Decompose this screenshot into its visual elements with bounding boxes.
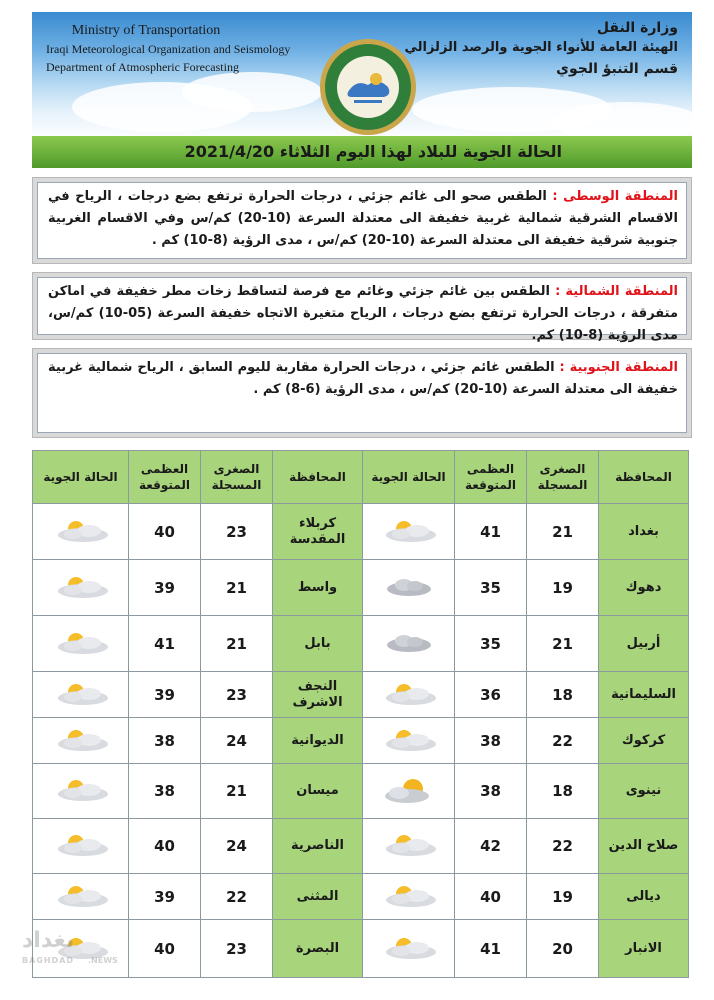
max-temp-cell: 42 bbox=[455, 819, 527, 874]
max-temp-cell: 41 bbox=[455, 920, 527, 978]
partly-cloudy-icon bbox=[51, 629, 111, 659]
header-max-expected: العظمى المتوقعة bbox=[129, 451, 201, 504]
governorate-cell: الانبار bbox=[599, 920, 689, 978]
department-ar: قسم التنبؤ الجوي bbox=[556, 61, 678, 77]
condition-cell bbox=[33, 560, 129, 616]
governorate-cell: صلاح الدين bbox=[599, 819, 689, 874]
max-temp-cell: 40 bbox=[129, 819, 201, 874]
partly-cloudy-icon bbox=[51, 726, 111, 756]
min-temp-cell: 22 bbox=[527, 819, 599, 874]
region-south-text bbox=[38, 354, 686, 401]
governorate-cell: البصرة bbox=[273, 920, 363, 978]
governorate-cell: دهوك bbox=[599, 560, 689, 616]
max-temp-cell: 39 bbox=[129, 560, 201, 616]
table-row bbox=[33, 504, 689, 560]
region-central-label: المنطقة الوسطى : bbox=[552, 189, 678, 204]
watermark-suffix: .NEWS bbox=[88, 956, 118, 965]
min-temp-cell: 18 bbox=[527, 672, 599, 718]
max-temp-cell: 40 bbox=[129, 504, 201, 560]
max-temp-cell: 36 bbox=[455, 672, 527, 718]
min-temp-cell: 19 bbox=[527, 874, 599, 920]
header-governorate: المحافظة bbox=[599, 451, 689, 504]
governorate-cell: النجف الاشرف bbox=[273, 672, 363, 718]
condition-cell bbox=[363, 819, 455, 874]
header-english bbox=[46, 22, 290, 76]
header-min-recorded: الصغرى المسجلة bbox=[201, 451, 273, 504]
partly-cloudy-icon bbox=[51, 831, 111, 861]
max-temp-cell: 38 bbox=[455, 764, 527, 819]
condition-cell bbox=[33, 504, 129, 560]
table-row bbox=[33, 874, 689, 920]
max-temp-cell: 38 bbox=[455, 718, 527, 764]
region-north-text bbox=[38, 278, 686, 347]
organization-logo-icon bbox=[318, 37, 418, 137]
region-central-body: الطقس صحو الى غائم جزئي ، درجات الحرارة ترتفع بضع درجات ، الرياح في الاقسام الشرقية شمالية غربية خفيفة الى معتدلة السرعة (10-20) كم/س وفي الاقسام الغربية جنوبية شرقية خفيفة الى معتدلة السرعة (10-20) كم/س ، مدى الرؤية (8-10) كم . bbox=[48, 189, 678, 248]
condition-cell bbox=[363, 560, 455, 616]
watermark-city: BAGHDAD bbox=[22, 956, 75, 965]
organization-en: Iraqi Meteorological Organization and Seismology bbox=[46, 42, 291, 56]
table-row bbox=[33, 560, 689, 616]
table-row bbox=[33, 616, 689, 672]
condition-cell bbox=[33, 819, 129, 874]
region-central-box bbox=[32, 177, 692, 264]
news-watermark bbox=[22, 928, 132, 972]
header-max-expected: العظمى المتوقعة bbox=[455, 451, 527, 504]
min-temp-cell: 21 bbox=[527, 616, 599, 672]
governorate-cell: بغداد bbox=[599, 504, 689, 560]
cloudy-icon bbox=[379, 573, 439, 603]
min-temp-cell: 21 bbox=[527, 504, 599, 560]
table-row bbox=[33, 764, 689, 819]
condition-cell bbox=[363, 874, 455, 920]
min-temp-cell: 21 bbox=[201, 560, 273, 616]
department-en: Department of Atmospheric Forecasting bbox=[46, 60, 239, 74]
region-central-text bbox=[38, 183, 686, 252]
governorate-cell: نينوى bbox=[599, 764, 689, 819]
condition-cell bbox=[33, 672, 129, 718]
min-temp-cell: 23 bbox=[201, 672, 273, 718]
partly-cloudy-icon bbox=[51, 517, 111, 547]
region-south-body: الطقس غائم جزئي ، درجات الحرارة مقاربة لليوم السابق ، الرياح شمالية غربية خفيفة الى معتدلة السرعة (10-20) كم/س ، مدى الرؤية (6-8) كم . bbox=[48, 360, 678, 397]
region-south-box bbox=[32, 348, 692, 438]
min-temp-cell: 24 bbox=[201, 718, 273, 764]
condition-cell bbox=[363, 920, 455, 978]
governorate-cell: الناصرية bbox=[273, 819, 363, 874]
governorate-cell: بابل bbox=[273, 616, 363, 672]
partly-cloudy-icon bbox=[51, 680, 111, 710]
min-temp-cell: 19 bbox=[527, 560, 599, 616]
condition-cell bbox=[33, 874, 129, 920]
partly-cloudy-icon bbox=[51, 882, 111, 912]
region-south-label: المنطقة الجنوبية : bbox=[559, 360, 678, 375]
region-north-body: الطقس بين غائم جزئي وغائم مع فرصة لتساقط زخات مطر خفيفة في اماكن متفرقة ، درجات الحرارة ترتفع بضع درجات ، الرياح متغيرة الاتجاه خفيفة السرعة (05-10) كم/س، مدى الرؤية (8-10) كم. bbox=[48, 284, 678, 343]
max-temp-cell: 40 bbox=[129, 920, 201, 978]
max-temp-cell: 39 bbox=[129, 672, 201, 718]
min-temp-cell: 22 bbox=[527, 718, 599, 764]
organization-ar: الهيئة العامة للأنواء الجوية والرصد الزلزالي bbox=[404, 40, 678, 55]
partly-cloudy-icon bbox=[379, 680, 439, 710]
region-north-box bbox=[32, 272, 692, 343]
governorate-cell: ديالى bbox=[599, 874, 689, 920]
watermark-brand: ىغداد bbox=[22, 928, 75, 953]
ministry-ar: وزارة النقل bbox=[596, 20, 678, 36]
partly-cloudy-icon bbox=[379, 831, 439, 861]
min-temp-cell: 22 bbox=[201, 874, 273, 920]
temperature-table bbox=[32, 450, 689, 978]
max-temp-cell: 40 bbox=[455, 874, 527, 920]
header-condition: الحالة الجوية bbox=[363, 451, 455, 504]
bulletin-title: الحالة الجوية للبلاد لهذا اليوم الثلاثاء 2021/4/20 bbox=[184, 142, 562, 161]
max-temp-cell: 38 bbox=[129, 718, 201, 764]
condition-cell bbox=[363, 764, 455, 819]
condition-cell bbox=[33, 764, 129, 819]
partly-cloudy-icon bbox=[51, 776, 111, 806]
condition-cell bbox=[363, 718, 455, 764]
partly-cloudy-icon bbox=[379, 882, 439, 912]
max-temp-cell: 39 bbox=[129, 874, 201, 920]
header-arabic bbox=[404, 18, 678, 80]
partly-cloudy-icon bbox=[379, 726, 439, 756]
table-row bbox=[33, 718, 689, 764]
table-header-row bbox=[33, 451, 689, 504]
governorate-cell: الديوانية bbox=[273, 718, 363, 764]
min-temp-cell: 24 bbox=[201, 819, 273, 874]
bulletin-title-bar bbox=[32, 136, 692, 168]
header-governorate: المحافظة bbox=[273, 451, 363, 504]
governorate-cell: ميسان bbox=[273, 764, 363, 819]
max-temp-cell: 41 bbox=[129, 616, 201, 672]
sun-behind-cloud-icon bbox=[379, 776, 439, 806]
max-temp-cell: 35 bbox=[455, 560, 527, 616]
governorate-cell: أربيل bbox=[599, 616, 689, 672]
governorate-cell: كربلاء المقدسة bbox=[273, 504, 363, 560]
condition-cell bbox=[363, 616, 455, 672]
governorate-cell: المثنى bbox=[273, 874, 363, 920]
governorate-cell: السليمانية bbox=[599, 672, 689, 718]
max-temp-cell: 35 bbox=[455, 616, 527, 672]
partly-cloudy-icon bbox=[51, 573, 111, 603]
max-temp-cell: 41 bbox=[455, 504, 527, 560]
min-temp-cell: 21 bbox=[201, 616, 273, 672]
governorate-cell: واسط bbox=[273, 560, 363, 616]
max-temp-cell: 38 bbox=[129, 764, 201, 819]
min-temp-cell: 21 bbox=[201, 764, 273, 819]
condition-cell bbox=[363, 504, 455, 560]
min-temp-cell: 23 bbox=[201, 504, 273, 560]
header-condition: الحالة الجوية bbox=[33, 451, 129, 504]
min-temp-cell: 20 bbox=[527, 920, 599, 978]
table-row bbox=[33, 819, 689, 874]
min-temp-cell: 23 bbox=[201, 920, 273, 978]
governorate-cell: كركوك bbox=[599, 718, 689, 764]
condition-cell bbox=[33, 718, 129, 764]
partly-cloudy-icon bbox=[379, 934, 439, 964]
min-temp-cell: 18 bbox=[527, 764, 599, 819]
region-north-label: المنطقة الشمالية : bbox=[555, 284, 678, 299]
cloudy-icon bbox=[379, 629, 439, 659]
table-row bbox=[33, 672, 689, 718]
partly-cloudy-icon bbox=[379, 517, 439, 547]
condition-cell bbox=[363, 672, 455, 718]
condition-cell bbox=[33, 616, 129, 672]
bulletin-header bbox=[32, 12, 692, 140]
header-min-recorded: الصغرى المسجلة bbox=[527, 451, 599, 504]
ministry-en: Ministry of Transportation bbox=[71, 23, 221, 38]
